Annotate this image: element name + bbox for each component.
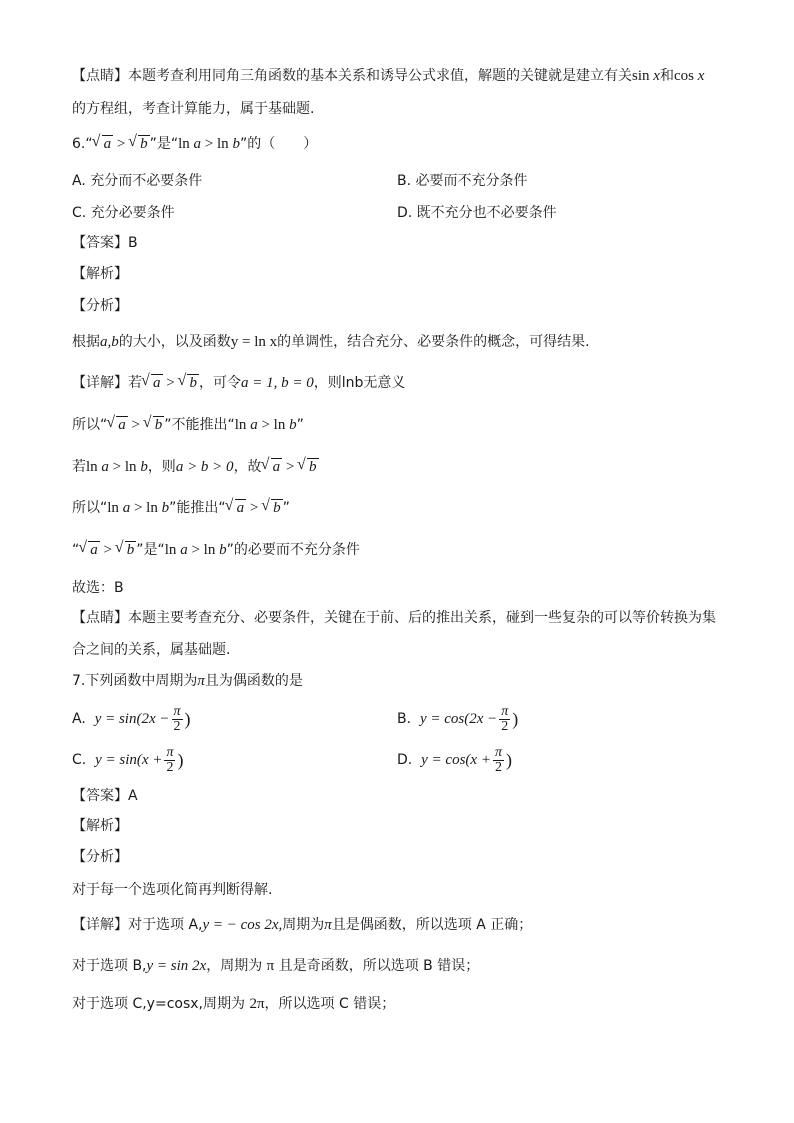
- option-label: C.: [72, 752, 87, 768]
- q6-detail-5: [72, 540, 360, 560]
- math-sqrt-ineq: [226, 500, 283, 516]
- q7-option-a: [72, 704, 191, 734]
- text: 若: [72, 459, 86, 475]
- detail-tag: 【详解】: [72, 917, 128, 933]
- q6-guxuan: 故选：B: [72, 580, 124, 596]
- q7-option-b: [397, 704, 518, 734]
- op: >: [131, 417, 140, 433]
- op: >: [166, 375, 175, 391]
- fraction: [493, 746, 504, 775]
- text: ，可令: [198, 375, 241, 391]
- var: a: [122, 500, 131, 516]
- q6-option-d: D. 既不充分也不必要条件: [397, 205, 557, 221]
- dianjing-tag: 【点睛】: [72, 610, 128, 626]
- fraction: [164, 746, 175, 775]
- text: 本题主要考查充分、必要条件，关键在于前、后的推出关系，碰到一些复杂的可以等价转换为集: [128, 610, 716, 626]
- denominator: 2: [173, 718, 181, 734]
- math-fn: y = sin(x +: [95, 752, 163, 768]
- op: >: [133, 500, 143, 516]
- math-fn: y = sin(2x −: [94, 711, 170, 727]
- denominator: 2: [501, 718, 509, 734]
- op: >: [204, 136, 214, 152]
- math-sqrt-ineq: [262, 459, 319, 475]
- math-ab: a,b: [100, 334, 119, 350]
- math-ln-ineq: [107, 500, 169, 516]
- q6-jiexi: 【解析】: [72, 266, 128, 282]
- q7-jiexi: 【解析】: [72, 818, 128, 834]
- q7-detail-c: [72, 994, 395, 1014]
- op: >: [285, 459, 295, 475]
- fraction: [172, 705, 183, 734]
- var: a: [118, 417, 126, 433]
- text: ，故: [233, 459, 262, 475]
- q6-dianjing-1: [72, 608, 716, 628]
- math-pi: π: [197, 673, 205, 689]
- q7-option-c: [72, 745, 183, 775]
- quote: ”: [239, 136, 248, 152]
- text: ln: [217, 136, 229, 152]
- math-fn: y = cos(2x −: [419, 711, 498, 727]
- math-sin: sin x: [632, 68, 660, 84]
- q7-detail-b: [72, 956, 479, 976]
- quote: “: [218, 500, 226, 516]
- text: 且是偶函数，所以选项 A 正确；: [331, 917, 533, 933]
- option-label: A.: [72, 711, 86, 727]
- q6-detail-3: [72, 457, 319, 477]
- math-fn: y = − cos 2x,: [202, 917, 283, 933]
- text: 本题考查利用同角三角函数的基本关系和诱导公式求值，解题的关键就是建立有关: [128, 68, 632, 84]
- var: b: [289, 417, 297, 433]
- quote: “: [227, 417, 235, 433]
- var: b: [189, 375, 197, 391]
- var: a: [236, 500, 245, 516]
- math-pi: π: [324, 917, 332, 933]
- denominator: 2: [494, 759, 502, 775]
- op: >: [112, 459, 122, 475]
- var: b: [154, 417, 163, 433]
- text: 对于选项 B,: [72, 958, 147, 974]
- text: 是: [143, 542, 158, 558]
- q7-fenxi: 【分析】: [72, 849, 128, 865]
- text: 所以: [72, 500, 100, 516]
- text: 周期为: [282, 917, 325, 933]
- text: ln: [86, 459, 98, 475]
- text: cos: [673, 68, 694, 84]
- q6-analysis: [72, 332, 590, 352]
- math-2pi: 2π: [249, 996, 265, 1012]
- quote: ”: [164, 417, 172, 433]
- q7-stem: [72, 671, 303, 691]
- text: 对于选项 C,y=cosx,周期为: [72, 996, 250, 1012]
- option-label: D.: [397, 752, 413, 768]
- text: 且是奇函数，所以选项 B 错误；: [274, 958, 480, 974]
- q6-option-c: C. 充分必要条件: [72, 205, 175, 221]
- var: a: [90, 542, 98, 558]
- dianjing-line-2: 的方程组，考查计算能力，属于基础题.: [72, 101, 315, 117]
- text: 若: [128, 375, 142, 391]
- var: b: [140, 136, 148, 152]
- text: 的（ ）: [247, 136, 318, 152]
- quote: “: [170, 136, 179, 152]
- q6-dianjing-2: 合之间的关系，属基础题.: [72, 642, 231, 658]
- denominator: 2: [166, 759, 174, 775]
- text: 所以: [72, 417, 100, 433]
- text: 的大小，以及函数: [118, 334, 231, 350]
- text: 的必要而不充分条件: [233, 542, 360, 558]
- text: ，所以选项 C 错误；: [264, 996, 396, 1012]
- detail-tag: 【详解】: [72, 375, 128, 391]
- text: 不能推出: [171, 417, 228, 433]
- q6-answer: 【答案】B: [72, 235, 138, 251]
- text: ln: [203, 542, 216, 558]
- q6-detail-2: [72, 415, 304, 435]
- quote: ”: [226, 542, 234, 558]
- var: b: [161, 500, 170, 516]
- paren: ): [505, 750, 512, 770]
- q6-fenxi: 【分析】: [72, 298, 128, 314]
- math-sqrt-ineq: [79, 542, 136, 558]
- q7-option-d: [397, 745, 512, 775]
- quote: “: [157, 542, 165, 558]
- text: sin: [632, 68, 650, 84]
- var: b: [232, 136, 240, 152]
- q6-stem: [72, 134, 317, 154]
- fraction: [499, 705, 510, 734]
- op: >: [116, 136, 126, 152]
- math-pi: π: [266, 958, 275, 974]
- paren: ): [512, 709, 519, 729]
- var: b: [140, 459, 148, 475]
- op: >: [191, 542, 200, 558]
- math-assign: a = 1, b = 0: [240, 375, 314, 391]
- quote: “: [85, 136, 93, 152]
- text: 7.下列函数中周期为: [72, 673, 198, 689]
- dianjing-tag: 【点睛】: [72, 68, 128, 84]
- quote: ”: [169, 500, 177, 516]
- numerator: π: [494, 744, 502, 760]
- text: ln: [234, 417, 247, 433]
- var: a: [180, 542, 188, 558]
- math-sqrt-ineq: [107, 417, 164, 433]
- numerator: π: [501, 703, 509, 719]
- math-sqrt-ineq: [93, 136, 150, 152]
- text: 能推出: [176, 500, 219, 516]
- text: ，则lnb无意义: [313, 375, 406, 391]
- q6-detail-4: [72, 498, 290, 518]
- math-ln-ineq: [235, 417, 297, 433]
- text: ln: [107, 500, 119, 516]
- op: >: [261, 417, 270, 433]
- math-cos: cos x: [673, 68, 705, 84]
- paren: ): [177, 750, 184, 770]
- quote: “: [100, 417, 108, 433]
- text: ln: [146, 500, 158, 516]
- text: 是: [156, 136, 171, 152]
- quote: “: [72, 542, 80, 558]
- var: b: [219, 542, 227, 558]
- math-ln-ineq: [165, 542, 227, 558]
- question-number: 6.: [72, 136, 86, 152]
- quote: ”: [136, 542, 144, 558]
- text: ，则: [147, 459, 176, 475]
- numerator: π: [173, 703, 181, 719]
- text: 对于选项 A,: [128, 917, 203, 933]
- var: b: [126, 542, 135, 558]
- var: a: [250, 417, 258, 433]
- math-fn: y = sin 2x: [146, 958, 207, 974]
- quote: ”: [282, 500, 290, 516]
- text: 和: [659, 68, 674, 84]
- math-y-lnx: y = ln x: [230, 334, 278, 350]
- op: >: [103, 542, 112, 558]
- var: a: [272, 459, 281, 475]
- text: ln: [124, 459, 137, 475]
- math-ln-ineq: [86, 459, 148, 475]
- var: b: [309, 459, 317, 475]
- q7-detail-a: [72, 915, 532, 935]
- text: ln: [164, 542, 177, 558]
- math-ln-ineq: [178, 136, 240, 152]
- numerator: π: [166, 744, 174, 760]
- math-ab0: a > b > 0: [175, 459, 234, 475]
- dianjing-line-1: [72, 66, 704, 86]
- quote: ”: [149, 136, 157, 152]
- q7-answer: 【答案】A: [72, 788, 138, 804]
- op: >: [249, 500, 259, 516]
- math-fn: y = cos(x +: [421, 752, 491, 768]
- text: 根据: [72, 334, 100, 350]
- text: ，周期为: [206, 958, 267, 974]
- q6-detail-1: [72, 373, 405, 393]
- option-label: B.: [397, 711, 412, 727]
- q6-option-a: A. 充分而不必要条件: [72, 173, 203, 189]
- q6-option-b: B. 必要而不充分条件: [397, 173, 528, 189]
- text: ln: [273, 417, 286, 433]
- q7-analysis: 对于每一个选项化简再判断得解.: [72, 882, 273, 898]
- var: a: [153, 375, 161, 391]
- var: a: [101, 459, 109, 475]
- var: b: [273, 500, 281, 516]
- var: a: [193, 136, 202, 152]
- paren: ): [184, 709, 191, 729]
- text: ln: [178, 136, 190, 152]
- math-sqrt-ineq: [142, 375, 199, 391]
- var: a: [103, 136, 112, 152]
- quote: ”: [296, 417, 304, 433]
- text: 的单调性，结合充分、必要条件的概念，可得结果.: [277, 334, 590, 350]
- quote: “: [100, 500, 108, 516]
- text: 且为偶函数的是: [204, 673, 303, 689]
